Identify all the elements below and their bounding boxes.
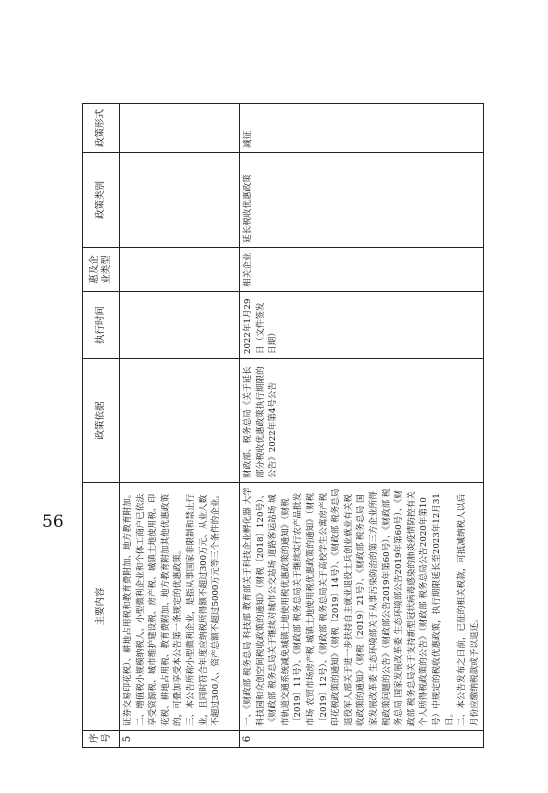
row5-content-para: 二、增值税小规模纳税人、小型微利企业和个体工商户已依法享受资源税、城市维护建设税、房产税、城镇土地使用税、印花税、耕地占用税、教育费附加、地方教育附加其他优惠政策的，可叠加享受本公告第一条规定的优惠政策。	[135, 493, 184, 726]
row6-content-para: 一、《财政部 税务总局 科技部 教育部关于科技企业孵化器 大学科技园和众创空间税收政策的通知》（财税〔2018〕120号）、《财政部 税务总局关于继续对城市公交站场 道路客运站场 城市轨道交通系统减免城镇土地使用税优惠政策的通知》（财税〔2019〕11号）、《财政部 税务总局关于继续实行农产品批发市场 农贸市场房产税 城镇土地使用税优惠政策的通知》（财税〔2019〕12号）、《财政部 税务总局关于高校学生公寓房产税 印花税政策的通知》（财税〔2019〕14号）、《财政部 税务总局 退役军人部关于进一步扶持自主就业退役士兵创业就业有关税收政策的通知》（财税〔2019〕21号）、《财政部 税务总局 国家发展改革委 生态环境部关于从事污染防治的第三方企业所得税政策问题的公告》（财政部公告2019年第60号）、《财政部 税务总局 国家发展改革委 生态环境部公告2019年第60号）、《财政部 税务总局关于支持新型冠状病毒感染的肺炎疫情防控有关个人所得税政策的公告》（财政部 税务总局公告2020年第10号）中规定的税收优惠政策，执行期限延长至2023年12月31日。	[243, 487, 455, 726]
row5-content-para: 三、本公告所称小型微利企业，是指从事国家非限制和禁止行业，且同时符合年度应纳税所得额不超过300万元、从业人数不超过300人、资产总额不超过5000万元等三个条件的企业。	[185, 490, 222, 726]
row5-content	[120, 483, 240, 731]
table-header-row	[83, 104, 120, 748]
row5-seq: 5	[120, 731, 240, 748]
header-content: 主要内容	[83, 483, 120, 731]
header-enterprise-type: 惠及企业类型	[83, 248, 120, 292]
row5-enterprise-type	[120, 248, 240, 292]
row6-enterprise-type: 相关企业	[240, 248, 484, 292]
table-row-5	[120, 104, 240, 748]
row6-content-para: 二、本公告发布之日前，已征的相关税款，可抵减纳税人以后月份应缴纳税款或予以退还。	[457, 493, 480, 726]
row6-category: 延长税收优惠政策	[240, 153, 484, 248]
row6-form: 减征	[240, 104, 484, 153]
row6-content	[240, 483, 484, 731]
row6-basis: 财政部、税务总局《关于延长部分税收优惠政策执行期限的公告》2022年第4号公告	[240, 359, 484, 483]
header-basis: 政策依据	[83, 359, 120, 483]
header-seq: 序号	[83, 731, 120, 748]
page-number: 56	[42, 512, 64, 532]
row6-seq: 6	[240, 731, 484, 748]
policy-table	[82, 103, 484, 748]
row6-exec-time: 2022年1月29日（文件签发日期）	[240, 292, 484, 359]
row5-exec-time	[120, 292, 240, 359]
row5-basis	[120, 359, 240, 483]
header-form: 政策形式	[83, 104, 120, 153]
row5-content-para: 证券交易印花税）、耕地占用税和教育费附加、地方教育附加。	[123, 489, 133, 726]
table-row-6	[240, 104, 484, 748]
header-category: 政策类别	[83, 153, 120, 248]
header-exec-time: 执行时间	[83, 292, 120, 359]
row5-category	[120, 153, 240, 248]
row5-form	[120, 104, 240, 153]
